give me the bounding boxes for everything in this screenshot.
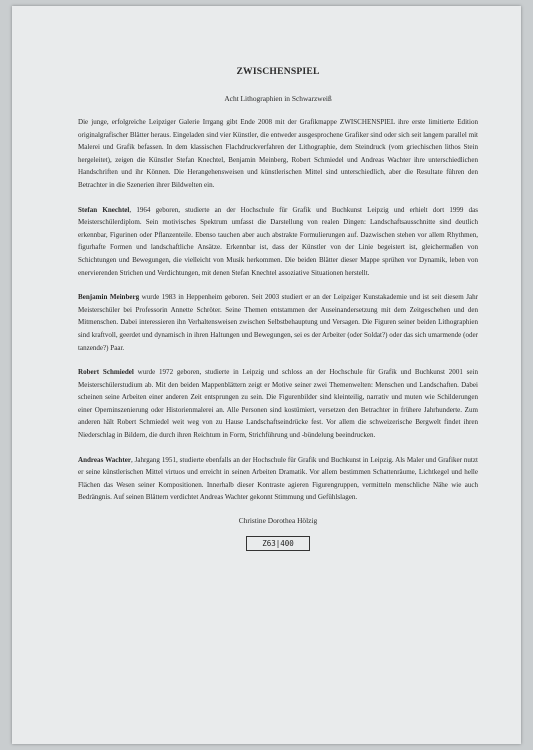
artist-paragraph-meinberg <box>78 291 478 354</box>
document-content <box>78 66 478 551</box>
artist-name: Benjamin Meinberg <box>78 293 140 302</box>
document-page <box>12 6 521 744</box>
artist-name: Andreas Wachter <box>78 455 131 464</box>
artist-name: Stefan Knechtel <box>78 205 130 214</box>
edition-number-stamp: Z63|400 <box>246 536 310 551</box>
artist-text: wurde 1972 geboren, studierte in Leipzig und schloss an der Hochschule für Grafik und Buchkunst 2001 sein Meisterschülerstudium ab. Mit den beiden Mappenblättern zeigt er Motive seiner zwei Themenwelten: Menschen und Landschaften. Dabei scheinen seine Arbeiten einer anderen Zeit entsprungen zu sein. Die Figurenbilder sind kleinteilig, narrativ und muten wie Schilderungen einer Operninszenierung oder Historienmalerei an. Alle Personen sind kostümiert, versetzen den Betrachter in frühere Jahrhunderte. Zum anderen hält Robert Schmiedel weit weg von zu Hause Landschaftseindrücke fest. Vor allem die schweizerische Bergwelt findet ihren Niederschlag in Bildern, die durch ihren Reichtum in Form, Strichführung und -bündelung beeindrucken. <box>78 368 479 440</box>
artist-text: , 1964 geboren, studierte an der Hochschule für Grafik und Buchkunst Leipzig und erhielt dort 1999 das Meisterschülerdiplom. Sein motivisches Spektrum umfasst die Darstellung von realen Dingen: Landschaftsausschnitte sind deutlich erkennbar, Figurinen oder Pflanzenteile. Ebenso tauchen aber auch abstrakte Formulierungen auf. Dazwischen stehen vor allem Rhythmen, figurhafte Formen und landschaftliche Ansätze. Erkennbar ist, dass der Künstler von der Linie begeistert ist, gleichermaßen von Schichtungen und Bewegungen, die vielleicht von Musik herkommen. Die beiden Blätter dieser Mappe sprühen vor Dynamik, leben von enervierenden Strichen und Verdichtungen, mit denen Stefan Knechtel assoziative Situationen herstellt. <box>78 205 479 277</box>
author-signature: Christine Dorothea Hölzig <box>238 516 318 526</box>
artist-text: , Jahrgang 1951, studierte ebenfalls an der Hochschule für Grafik und Buchkunst in Leipzig. Als Maler und Grafiker nutzt er seine künstlerischen Mittel virtuos und erreicht in seinen Arbeiten Dramatik. Vor allem bestimmen Schattenräume, Lichtkegel und helle Flächen das Wesen seiner Kompositionen. Innerhalb dieser Kontraste agieren Figurengruppen, vermitteln menschliche Nähe wie auch Bedrängnis. Auf seinen Blättern verdichtet Andreas Wachter gekonnt Stimmung und Gefühlslagen. <box>78 455 478 502</box>
artist-paragraph-wachter <box>78 454 478 504</box>
artist-paragraph-knechtel <box>78 204 478 280</box>
intro-paragraph: Die junge, erfolgreiche Leipziger Galerie Irrgang gibt Ende 2008 mit der Grafikmappe ZWISCHENSPIEL ihre erste limitierte Edition originalgrafischer Blätter heraus. Eingeladen sind vier Künstler, die entweder ausgesprochene Grafiker sind oder sich seit langem parallel mit Malerei und Grafik befassen. In dem klassischen Flachdruckverfahren der Lithographie, dem Steindruck (vom griechischen lithos Stein hergeleitet), zeigen die Künstler Stefan Knechtel, Benjamin Meinberg, Robert Schmiedel und Andreas Wachter ihre unterschiedlichen Handschriften und ihr Können. Die Herangehensweisen und künstlerischen Mittel sind unterschiedlich, aber die Resultate führen den Betrachter in die Szenerien ihrer Bildwelten ein. <box>78 118 478 189</box>
page-title: ZWISCHENSPIEL <box>236 66 320 77</box>
artist-text: wurde 1983 in Heppenheim geboren. Seit 2003 studiert er an der Leipziger Kunstakademie und ist seit diesem Jahr Meisterschüler bei Professorin Annette Schröter. Seine Themen entstammen der Auseinandersetzung mit dem Zeitgeschehen und den Mitmenschen. Dabei interessieren ihn Verhaltensweisen zwischen Selbstbehauptung und Versagen. Die Figuren seiner beiden Lithographien sind kraftvoll, geerdet und dynamisch in ihren Haltungen und Bewegungen, sei es der Arbeiter (oder Soldat?) oder das sich umarmende (oder tanzende?) Paar. <box>78 293 478 352</box>
artist-paragraph-schmiedel <box>78 366 478 442</box>
page-subtitle: Acht Lithographien in Schwarzweiß <box>224 94 332 103</box>
artist-name: Robert Schmiedel <box>78 368 134 377</box>
